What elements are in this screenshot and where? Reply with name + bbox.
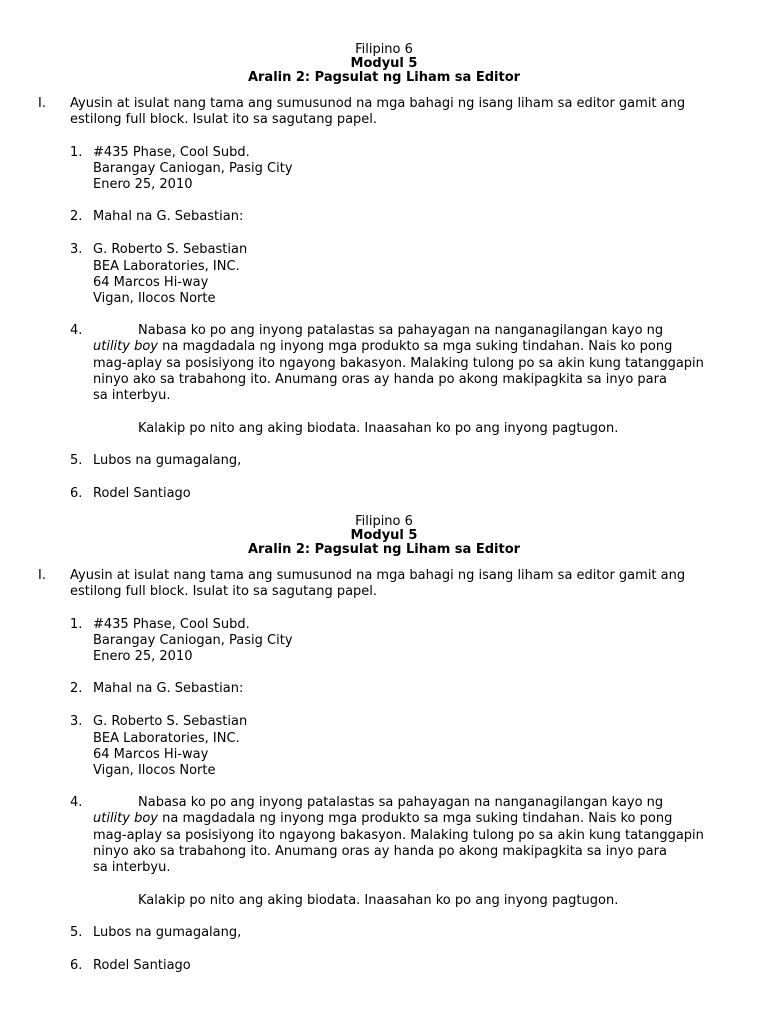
recipient-address-line-2: BEA Laboratories, INC. — [93, 259, 240, 274]
recipient-address-line-1: G. Roberto S. Sebastian — [93, 714, 248, 729]
complimentary-close: Lubos na gumagalang, — [93, 453, 242, 468]
lesson-title: Aralin 2: Pagsulat ng Liham sa Editor — [247, 542, 521, 557]
item-number-1: 1. — [70, 617, 83, 632]
instruction-line-1: Ayusin at isulat nang tama ang sumusunod na mga bahagi ng isang liham sa editor gamit ang — [70, 568, 686, 583]
letter-date: Enero 25, 2010 — [93, 177, 193, 192]
letter-body-line-4: ninyo ako sa trabahong ito. Anumang oras ay handa po akong makipagkita sa inyo para — [93, 372, 667, 387]
utility-boy-emphasis: utility boy — [93, 811, 158, 826]
item-number-4: 4. — [70, 795, 83, 810]
item-number-2: 2. — [70, 209, 83, 224]
letter-body-line-2 — [93, 339, 672, 355]
instruction-roman-numeral: I. — [38, 568, 46, 583]
letter-body-line-1: Nabasa ko po ang inyong patalastas sa pahayagan na nanganagilangan kayo ng — [138, 795, 664, 810]
instruction-line-2: estilong full block. Isulat ito sa sagutang papel. — [70, 112, 378, 127]
salutation: Mahal na G. Sebastian: — [93, 209, 244, 224]
recipient-address-line-4: Vigan, Ilocos Norte — [93, 291, 216, 306]
signature-name: Rodel Santiago — [93, 958, 191, 973]
letter-body-closing-paragraph: Kalakip po nito ang aking biodata. Inaasahan ko po ang inyong pagtugon. — [138, 893, 619, 908]
item-number-5: 5. — [70, 453, 83, 468]
item-number-1: 1. — [70, 145, 83, 160]
letter-body-closing-paragraph: Kalakip po nito ang aking biodata. Inaasahan ko po ang inyong pagtugon. — [138, 421, 619, 436]
letter-body-line-2-rest: na magdadala ng inyong mga produkto sa mga suking tindahan. Nais ko pong — [158, 339, 673, 354]
recipient-address-line-2: BEA Laboratories, INC. — [93, 731, 240, 746]
lesson-title: Aralin 2: Pagsulat ng Liham sa Editor — [247, 70, 521, 85]
subject-title: Filipino 6 — [355, 514, 413, 529]
letter-body-line-4: ninyo ako sa trabahong ito. Anumang oras ay handa po akong makipagkita sa inyo para — [93, 844, 667, 859]
recipient-address-line-1: G. Roberto S. Sebastian — [93, 242, 248, 257]
module-title: Modyul 5 — [350, 528, 418, 543]
instruction-line-1: Ayusin at isulat nang tama ang sumusunod na mga bahagi ng isang liham sa editor gamit ang — [70, 96, 686, 111]
item-number-2: 2. — [70, 681, 83, 696]
letter-body-line-3: mag-aplay sa posisiyong ito ngayong bakasyon. Malaking tulong po sa akin kung tatanggapin — [93, 356, 704, 371]
instruction-roman-numeral: I. — [38, 96, 46, 111]
signature-name: Rodel Santiago — [93, 486, 191, 501]
recipient-address-line-3: 64 Marcos Hi-way — [93, 275, 209, 290]
sender-address-line-1: #435 Phase, Cool Subd. — [93, 617, 250, 632]
recipient-address-line-3: 64 Marcos Hi-way — [93, 747, 209, 762]
recipient-address-line-4: Vigan, Ilocos Norte — [93, 763, 216, 778]
item-number-3: 3. — [70, 714, 83, 729]
letter-body-line-2-rest: na magdadala ng inyong mga produkto sa mga suking tindahan. Nais ko pong — [158, 811, 673, 826]
letter-body-line-1: Nabasa ko po ang inyong patalastas sa pahayagan na nanganagilangan kayo ng — [138, 323, 664, 338]
letter-body-line-2 — [93, 811, 672, 827]
sender-address-line-1: #435 Phase, Cool Subd. — [93, 145, 250, 160]
module-title: Modyul 5 — [350, 56, 418, 71]
item-number-6: 6. — [70, 958, 83, 973]
item-number-5: 5. — [70, 925, 83, 940]
sender-address-line-2: Barangay Caniogan, Pasig City — [93, 161, 293, 176]
letter-date: Enero 25, 2010 — [93, 649, 193, 664]
instruction-line-2: estilong full block. Isulat ito sa sagutang papel. — [70, 584, 378, 599]
subject-title: Filipino 6 — [355, 42, 413, 57]
complimentary-close: Lubos na gumagalang, — [93, 925, 242, 940]
letter-body-line-5: sa interbyu. — [93, 388, 171, 403]
sender-address-line-2: Barangay Caniogan, Pasig City — [93, 633, 293, 648]
item-number-3: 3. — [70, 242, 83, 257]
letter-body-line-5: sa interbyu. — [93, 860, 171, 875]
utility-boy-emphasis: utility boy — [93, 339, 158, 354]
item-number-4: 4. — [70, 323, 83, 338]
salutation: Mahal na G. Sebastian: — [93, 681, 244, 696]
item-number-6: 6. — [70, 486, 83, 501]
letter-body-line-3: mag-aplay sa posisiyong ito ngayong bakasyon. Malaking tulong po sa akin kung tatanggapin — [93, 828, 704, 843]
